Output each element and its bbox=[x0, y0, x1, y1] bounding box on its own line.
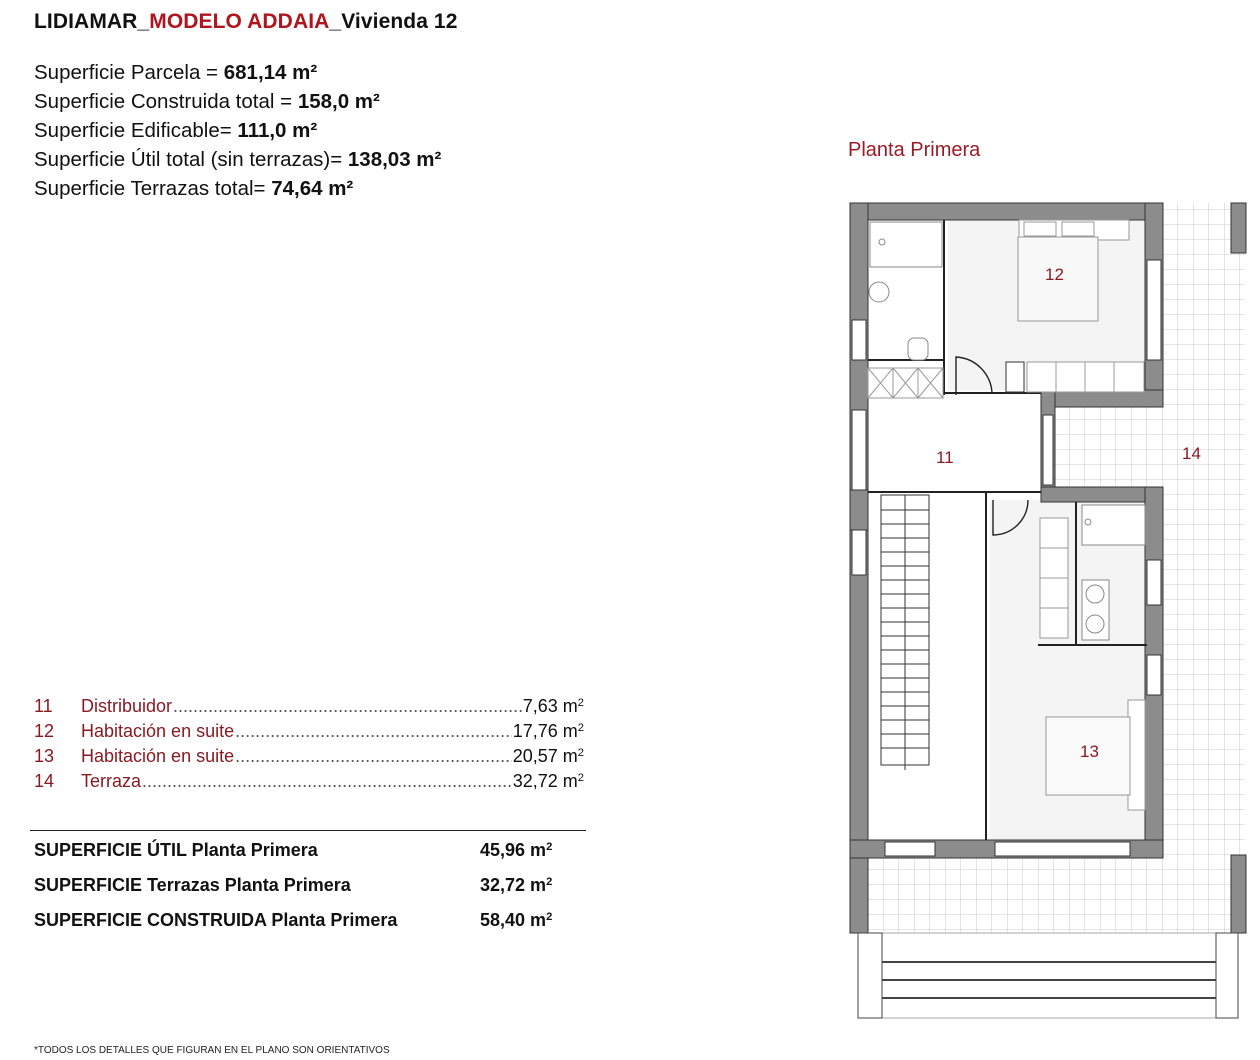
surface-summary bbox=[34, 58, 441, 203]
room-name: Habitación en suite bbox=[81, 746, 235, 766]
summary-row bbox=[34, 174, 441, 203]
terrace-floor-right bbox=[1163, 203, 1245, 933]
summary-row bbox=[34, 145, 441, 174]
room-row bbox=[34, 744, 584, 769]
total-row bbox=[34, 838, 580, 873]
summary-label: Superficie Edificable= bbox=[34, 119, 238, 142]
room-area: 20,57 $m^2$ bbox=[512, 746, 584, 766]
dot-leader bbox=[173, 694, 522, 719]
summary-row bbox=[34, 58, 441, 87]
summary-value: 681,14 m² bbox=[223, 61, 318, 84]
dot-leader bbox=[142, 769, 512, 794]
room-name: Terraza bbox=[81, 771, 142, 791]
divider bbox=[30, 830, 586, 831]
room-name: Habitación en suite bbox=[81, 721, 235, 741]
room-row bbox=[34, 719, 584, 744]
total-row bbox=[34, 873, 580, 908]
total-label: SUPERFICIE Terrazas Planta Primera bbox=[34, 875, 351, 895]
total-value: 58,40 $m^2$ bbox=[480, 910, 553, 930]
total-value: 32,72 $m^2$ bbox=[480, 875, 553, 895]
room-name: Distribuidor bbox=[81, 696, 173, 716]
plan-title: Planta Primera bbox=[848, 139, 981, 161]
total-label: SUPERFICIE ÚTIL Planta Primera bbox=[34, 840, 318, 860]
summary-label: Superficie Construida total = bbox=[34, 90, 298, 113]
room-label-14: 14 bbox=[1182, 444, 1201, 463]
dot-leader bbox=[235, 719, 512, 744]
total-row bbox=[34, 908, 580, 943]
room-area: 17,76 $m^2$ bbox=[512, 721, 584, 741]
room-number: 14 bbox=[34, 771, 55, 791]
summary-value: 158,0 m² bbox=[297, 90, 380, 113]
total-label: SUPERFICIE CONSTRUIDA Planta Primera bbox=[34, 910, 398, 930]
summary-label: Superficie Terrazas total= bbox=[34, 177, 272, 200]
summary-label: Superficie Útil total (sin terrazas)= bbox=[34, 148, 348, 171]
title-suffix: _Vivienda 12 bbox=[329, 10, 458, 33]
floor-plan bbox=[846, 200, 1256, 1030]
room-number: 13 bbox=[34, 746, 55, 766]
room-label-13: 13 bbox=[1080, 742, 1099, 761]
room-area: 7,63 $m^2$ bbox=[522, 696, 584, 716]
room-list bbox=[34, 694, 584, 794]
summary-row bbox=[34, 116, 441, 145]
terrace-floor-bottom bbox=[868, 858, 1246, 933]
room-row bbox=[34, 694, 584, 719]
room-number: 12 bbox=[34, 721, 55, 741]
room-row bbox=[34, 769, 584, 794]
summary-value: 111,0 m² bbox=[237, 119, 318, 142]
room-label-12: 12 bbox=[1045, 265, 1064, 284]
summary-value: 74,64 m² bbox=[271, 177, 354, 200]
floor-totals bbox=[34, 838, 580, 943]
room-area: 32,72 $m^2$ bbox=[512, 771, 584, 791]
footnote: *TODOS LOS DETALLES QUE FIGURAN EN EL PLANO SON ORIENTATIVOS bbox=[34, 1045, 390, 1056]
summary-row bbox=[34, 87, 441, 116]
title-prefix: LIDIAMAR_ bbox=[34, 10, 150, 33]
dot-leader bbox=[235, 744, 512, 769]
terrace-floor-middle bbox=[1055, 403, 1165, 488]
total-value: 45,96 $m^2$ bbox=[480, 840, 553, 860]
room-label-11: 11 bbox=[936, 448, 954, 467]
room-number: 11 bbox=[34, 696, 53, 716]
title-model: MODELO ADDAIA bbox=[149, 10, 330, 33]
summary-value: 138,03 m² bbox=[347, 148, 442, 171]
summary-label: Superficie Parcela = bbox=[34, 61, 224, 84]
page-title bbox=[34, 10, 457, 34]
